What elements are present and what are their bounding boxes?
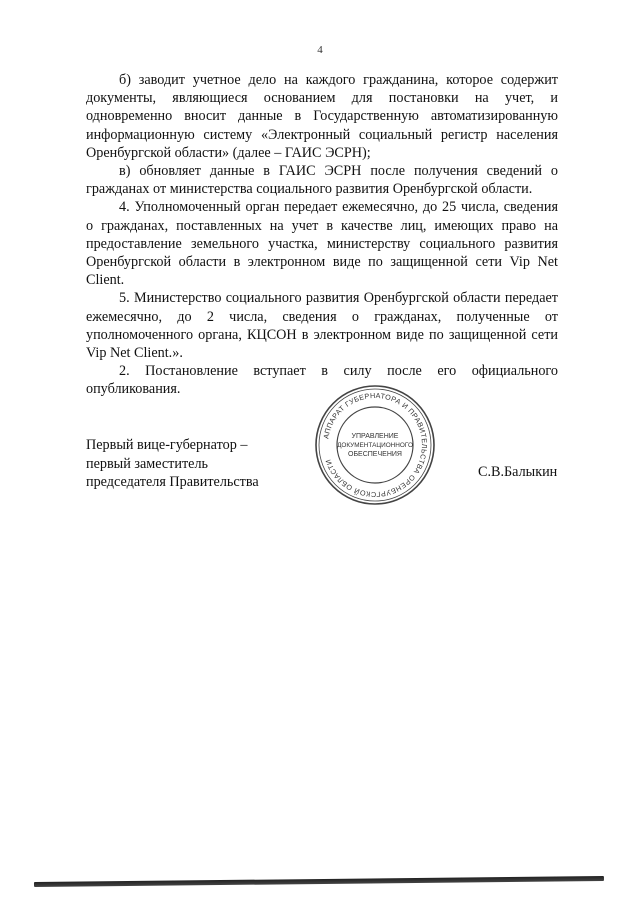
paragraph-2: 2. Постановление вступает в силу после его официального опубликования. [86, 363, 558, 398]
page-number: 4 [317, 44, 323, 56]
document-body [86, 71, 558, 399]
stamp-center-line-2: ДОКУМЕНТАЦИОННОГО [337, 442, 413, 449]
stamp-seal-graphic [312, 382, 438, 508]
signatory-title-line-3: председателя Правительства [86, 474, 259, 490]
official-stamp [312, 382, 438, 508]
paragraph-b: б) заводит учетное дело на каждого гражданина, которое содержит документы, являющиеся основанием для постановки на учет, и одновременно вносит данные в Государственную автоматизированную информационную систему «Электронный социальный регистр населения Оренбургской области» (далее – ГАИС ЭСРН); [86, 72, 558, 161]
signatory-title-line-1: Первый вице-губернатор – [86, 437, 248, 453]
paragraph-4: 4. Уполномоченный орган передает ежемесячно, до 25 числа, сведения о гражданах, поставленных на учет в качестве лиц, имеющих право на предоставление земельного участка, министерству социального развития Оренбургской области в электронном виде по защищенной сети Vip Net Client. [86, 199, 558, 289]
signatory-title [86, 436, 259, 492]
paragraph-v: в) обновляет данные в ГАИС ЭСРН после получения сведений о гражданах от министерства социального развития Оренбургской области. [86, 163, 558, 198]
stamp-center-line-3: ОБЕСПЕЧЕНИЯ [348, 451, 402, 458]
stamp-center-line-1: УПРАВЛЕНИЕ [351, 433, 399, 440]
stamp-ring-text: АППАРАТ ГУБЕРНАТОРА И ПРАВИТЕЛЬСТВА ОРЕНБУРГСКОЙ ОБЛАСТИ [321, 390, 430, 500]
bottom-scan-edge-line [34, 876, 604, 887]
paragraph-5: 5. Министерство социального развития Оренбургской области передает ежемесячно, до 2 числа, сведения о гражданах, полученные от уполномоченного органа, КЦСОН в электронном виде по защищенной сети Vip Net Client.». [86, 290, 558, 362]
signatory-title-line-2: первый заместитель [86, 455, 209, 472]
signer-name: С.В.Балыкин [478, 464, 558, 480]
